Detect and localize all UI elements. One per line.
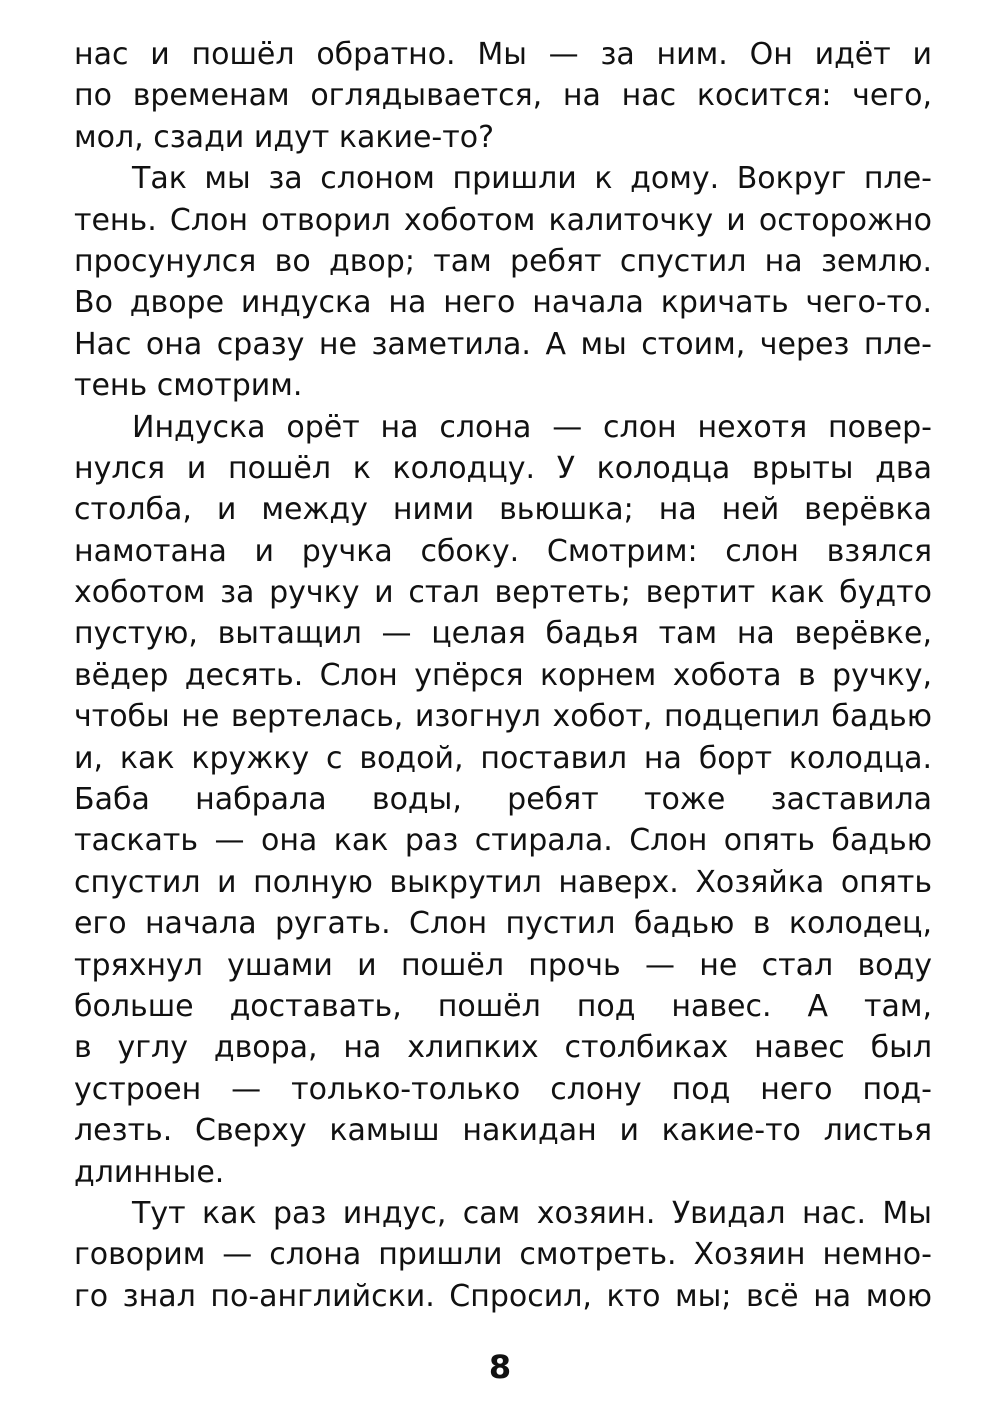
text-line: устроен — только-только слону под него под- xyxy=(74,1071,932,1107)
text-line: го знал по-английски. Спросил, кто мы; всё на мою xyxy=(74,1278,932,1314)
text-line: длинные. xyxy=(74,1154,225,1190)
text-line: лезть. Сверху камыш накидан и какие-то листья xyxy=(74,1113,932,1149)
text-line: мол, сзади идут какие-то? xyxy=(74,119,494,155)
text-line: просунулся во двор; там ребят спустил на землю. xyxy=(74,243,932,279)
text-line: таскать — она как раз стирала. Слон опять бадью xyxy=(74,823,932,859)
text-line: нулся и пошёл к колодцу. У колодца врыты два xyxy=(74,450,932,486)
text-line: Баба набрала воды, ребят тоже заставила xyxy=(74,782,932,818)
text-line: Так мы за слоном пришли к дому. Вокруг пле- xyxy=(132,161,932,197)
text-line: хоботом за ручку и стал вертеть; вертит как будто xyxy=(74,575,932,611)
text-line: чтобы не вертелась, изогнул хобот, подцепил бадью xyxy=(74,699,932,735)
text-line: Нас она сразу не заметила. А мы стоим, через пле- xyxy=(74,326,932,362)
text-line: спустил и полную выкрутил наверх. Хозяйка опять xyxy=(74,864,932,900)
text-line: Индуска орёт на слона — слон нехотя повер- xyxy=(132,409,932,445)
text-line: пустую, вытащил — целая бадья там на верёвке, xyxy=(74,616,932,652)
text-line: по временам оглядывается, на нас косится: чего, xyxy=(74,78,932,114)
text-line: Тут как раз индус, сам хозяин. Увидал нас. Мы xyxy=(132,1195,932,1231)
text-line: тень. Слон отворил хоботом калиточку и осторожно xyxy=(74,202,932,238)
page-number: 8 xyxy=(488,1348,512,1386)
text-line: нас и пошёл обратно. Мы — за ним. Он идёт и xyxy=(74,37,932,72)
text-line: тряхнул ушами и пошёл прочь — не стал воду xyxy=(74,947,932,983)
text-line: в углу двора, на хлипких столбиках навес был xyxy=(74,1030,932,1066)
body-text xyxy=(74,34,932,1317)
text-line: вёдер десять. Слон упёрся корнем хобота в ручку, xyxy=(74,657,932,693)
text-line: намотана и ручка сбоку. Смотрим: слон взялся xyxy=(74,533,932,569)
text-line: и, как кружку с водой, поставил на борт колодца. xyxy=(74,740,932,776)
text-line: Во дворе индуска на него начала кричать чего-то. xyxy=(74,285,932,321)
text-line: столба, и между ними вьюшка; на ней верёвка xyxy=(74,492,932,528)
text-line: его начала ругать. Слон пустил бадью в колодец, xyxy=(74,906,932,942)
text-line: говорим — слона пришли смотреть. Хозяин немно- xyxy=(74,1237,932,1273)
text-line: больше доставать, пошёл под навес. А там, xyxy=(74,988,932,1024)
text-line: тень смотрим. xyxy=(74,368,303,404)
